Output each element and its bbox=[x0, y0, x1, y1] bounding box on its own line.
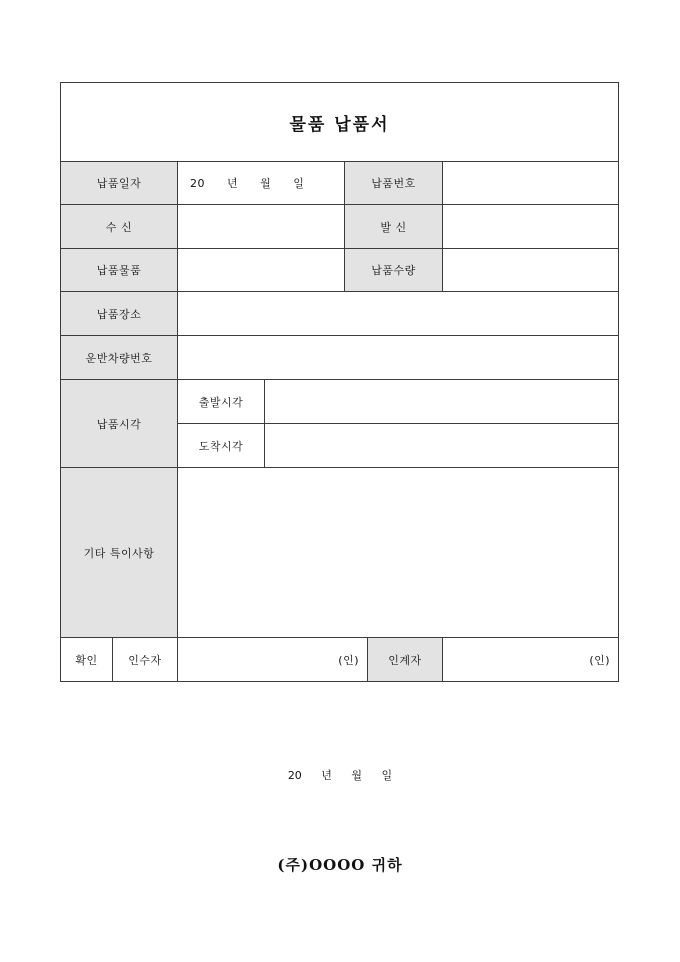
remarks-field[interactable] bbox=[178, 468, 619, 638]
addressee: (주)OOOO 귀하 bbox=[277, 856, 403, 874]
arrival-time-field[interactable] bbox=[265, 424, 619, 468]
delivery-form-table bbox=[60, 82, 619, 682]
delivery-number-label: 납품번호 bbox=[345, 162, 443, 205]
handover-seal[interactable]: (인) bbox=[443, 638, 619, 682]
confirm-label: 확인 bbox=[61, 638, 113, 682]
sender-label: 발 신 bbox=[345, 205, 443, 249]
issue-date: 20 년 월 일 bbox=[287, 769, 393, 782]
delivery-item-field[interactable] bbox=[178, 249, 345, 292]
delivery-place-field[interactable] bbox=[178, 292, 619, 336]
delivery-number-field[interactable] bbox=[443, 162, 619, 205]
recipient-seal[interactable]: (인) bbox=[178, 638, 368, 682]
delivery-quantity-label: 납품수량 bbox=[345, 249, 443, 292]
remarks-label: 기타 특이사항 bbox=[61, 468, 178, 638]
delivery-date-value[interactable]: 20 년 월 일 bbox=[178, 162, 345, 205]
departure-time-label: 출발시각 bbox=[178, 380, 265, 424]
delivery-quantity-field[interactable] bbox=[443, 249, 619, 292]
delivery-time-label: 납품시각 bbox=[61, 380, 178, 468]
delivery-date-label: 납품일자 bbox=[61, 162, 178, 205]
delivery-place-label: 납품장소 bbox=[61, 292, 178, 336]
form-title: 물품 납품서 bbox=[61, 83, 619, 162]
sender-field[interactable] bbox=[443, 205, 619, 249]
arrival-time-label: 도착시각 bbox=[178, 424, 265, 468]
vehicle-number-field[interactable] bbox=[178, 336, 619, 380]
receiver-field[interactable] bbox=[178, 205, 345, 249]
delivery-item-label: 납품물품 bbox=[61, 249, 178, 292]
receiver-label: 수 신 bbox=[61, 205, 178, 249]
departure-time-field[interactable] bbox=[265, 380, 619, 424]
handover-label: 인계자 bbox=[368, 638, 443, 682]
recipient-label: 인수자 bbox=[113, 638, 178, 682]
vehicle-number-label: 운반차량번호 bbox=[61, 336, 178, 380]
